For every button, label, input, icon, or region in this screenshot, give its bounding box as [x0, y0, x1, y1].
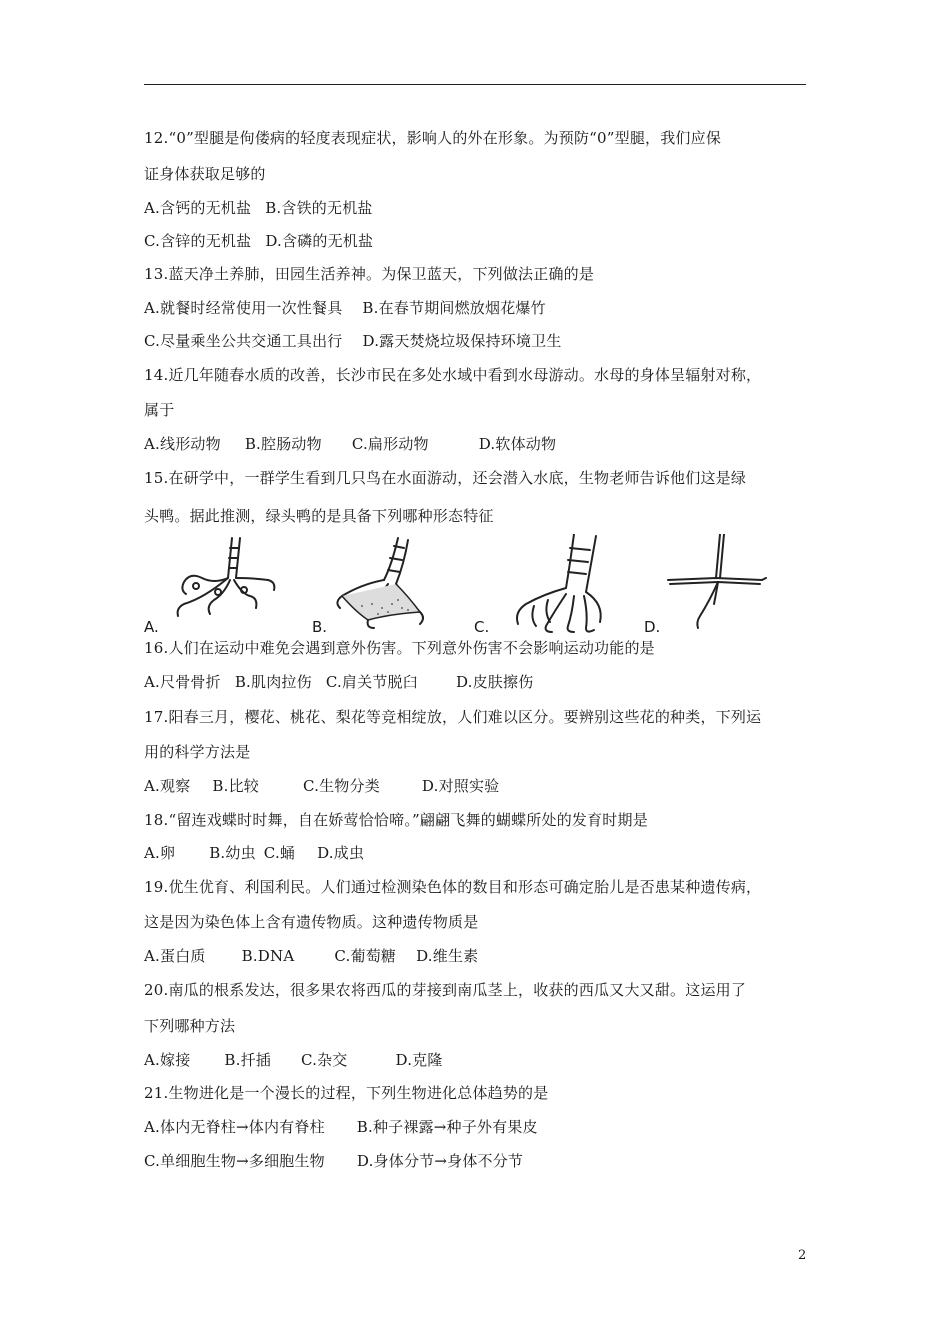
- q12-option-a[interactable]: A.含钙的无机盐: [144, 199, 252, 217]
- q14-option-c[interactable]: C.扁形动物: [351, 435, 429, 453]
- q15-figure-d[interactable]: [644, 534, 784, 638]
- q13-option-a[interactable]: A.就餐时经常使用一次性餐具: [144, 299, 343, 317]
- q15-figure-b-label: B.: [312, 618, 328, 636]
- q14-option-b[interactable]: B.腔肠动物: [244, 435, 322, 453]
- q16-option-d[interactable]: D.皮肤擦伤: [455, 673, 534, 691]
- q15-figure-c-label: C.: [474, 618, 490, 636]
- q16-option-c[interactable]: C.肩关节脱臼: [325, 673, 418, 691]
- q16-option-a[interactable]: A.尺骨骨折: [144, 673, 221, 691]
- q17-options: [144, 776, 499, 796]
- q16-stem: 16.人们在运动中难免会遇到意外伤害。下列意外伤害不会影响运动功能的是: [144, 639, 655, 657]
- q16-options: [144, 672, 533, 692]
- q21-stem: 21.生物进化是一个漫长的过程，下列生物进化总体趋势的是: [144, 1084, 549, 1102]
- q19-options: [144, 946, 478, 966]
- q21-option-a[interactable]: A.体内无脊柱→体内有脊柱: [144, 1118, 325, 1136]
- q17-option-c[interactable]: C.生物分类: [303, 777, 380, 795]
- webbed-foot-illustration: [312, 534, 452, 638]
- q20-options: [144, 1050, 443, 1070]
- q15-figure-d-label: D.: [644, 618, 661, 636]
- q19-option-a[interactable]: A.蛋白质: [144, 947, 206, 965]
- q18-option-c[interactable]: C.蛹: [263, 844, 296, 862]
- q17-option-b[interactable]: B.比较: [212, 777, 259, 795]
- q18-option-d[interactable]: D.成虫: [317, 844, 365, 862]
- q19-option-c[interactable]: C.葡萄糖: [334, 947, 397, 965]
- q13-options-ab: [144, 298, 546, 318]
- q16-option-b[interactable]: B.肌肉拉伤: [234, 673, 312, 691]
- q14-option-d[interactable]: D.软体动物: [478, 435, 557, 453]
- header-rule: [144, 84, 806, 85]
- q12-options-cd: [144, 231, 373, 251]
- q21-option-c[interactable]: C.单细胞生物→多细胞生物: [144, 1152, 325, 1170]
- q21-option-d[interactable]: D.身体分节→身体不分节: [356, 1152, 524, 1170]
- q15-figures: [144, 534, 784, 638]
- q17-stem-line2: 用的科学方法是: [144, 743, 251, 761]
- q17-option-d[interactable]: D.对照实验: [421, 777, 500, 795]
- q15-figure-a-label: A.: [144, 618, 159, 636]
- q19-option-b[interactable]: B.DNA: [241, 947, 295, 965]
- q21-option-b[interactable]: B.种子裸露→种子外有果皮: [356, 1118, 538, 1136]
- q18-options: [144, 843, 364, 863]
- claw-foot-illustration: [144, 534, 284, 638]
- q19-stem-line1: 19.优生优育、利国利民。人们通过检测染色体的数目和形态可确定胎儿是否患某种遗传病，: [144, 878, 762, 896]
- q12-options-ab: [144, 198, 373, 218]
- q20-option-b[interactable]: B.扦插: [224, 1051, 271, 1069]
- q12-stem-line1: 12.“0”型腿是佝偻病的轻度表现症状，影响人的外在形象。为预防“0”型腿，我们应保: [144, 129, 722, 147]
- perching-foot-illustration: [644, 534, 784, 638]
- q14-options: [144, 434, 556, 454]
- q20-option-a[interactable]: A.嫁接: [144, 1051, 191, 1069]
- q13-option-b[interactable]: B.在春节期间燃放烟花爆竹: [362, 299, 546, 317]
- q12-option-d[interactable]: D.含磷的无机盐: [265, 232, 374, 250]
- q20-stem-line1: 20.南瓜的根系发达，很多果农将西瓜的芽接到南瓜茎上，收获的西瓜又大又甜。这运用了: [144, 981, 747, 999]
- q15-stem-line2: 头鸭。据此推测，绿头鸭的是具备下列哪种形态特征: [144, 507, 494, 525]
- q20-stem-line2: 下列哪种方法: [144, 1017, 236, 1035]
- q14-stem-line1: 14.近几年随春水质的改善，长沙市民在多处水域中看到水母游动。水母的身体呈辐射对称，: [144, 366, 762, 384]
- q21-options-ab: [144, 1117, 538, 1137]
- q13-option-c[interactable]: C.尽量乘坐公共交通工具出行: [144, 332, 343, 350]
- scaly-foot-illustration: [474, 534, 624, 638]
- q17-option-a[interactable]: A.观察: [144, 777, 191, 795]
- q14-stem-line2: 属于: [144, 401, 175, 419]
- q21-options-cd: [144, 1151, 523, 1171]
- q12-option-c[interactable]: C.含锌的无机盐: [144, 232, 252, 250]
- q13-option-d[interactable]: D.露天焚烧垃圾保持环境卫生: [362, 332, 562, 350]
- q13-options-cd: [144, 331, 562, 351]
- q15-figure-c[interactable]: [474, 534, 624, 638]
- q13-stem: 13.蓝天净土养肺，田园生活养神。为保卫蓝天，下列做法正确的是: [144, 265, 595, 283]
- q18-stem: 18.“留连戏蝶时时舞，自在娇莺恰恰啼。”翩翩飞舞的蝴蝶所处的发育时期是: [144, 811, 648, 829]
- q17-stem-line1: 17.阳春三月，樱花、桃花、梨花等竞相绽放，人们难以区分。要辨别这些花的种类，下列运: [144, 708, 762, 726]
- q14-option-a[interactable]: A.线形动物: [144, 435, 221, 453]
- q20-option-c[interactable]: C.杂交: [301, 1051, 348, 1069]
- q20-option-d[interactable]: D.克隆: [395, 1051, 443, 1069]
- q15-figure-b[interactable]: [312, 534, 452, 638]
- q18-option-a[interactable]: A.卵: [144, 844, 176, 862]
- q19-option-d[interactable]: D.维生素: [416, 947, 479, 965]
- q18-option-b[interactable]: B.幼虫: [209, 844, 256, 862]
- page-number: 2: [798, 1248, 807, 1263]
- q15-figure-a[interactable]: [144, 534, 284, 638]
- q12-option-b[interactable]: B.含铁的无机盐: [265, 199, 373, 217]
- q15-stem-line1: 15.在研学中，一群学生看到几只鸟在水面游动，还会潜入水底，生物老师告诉他们这是绿: [144, 469, 747, 487]
- q12-stem-line2: 证身体获取足够的: [144, 165, 266, 183]
- q19-stem-line2: 这是因为染色体上含有遗传物质。这种遗传物质是: [144, 913, 479, 931]
